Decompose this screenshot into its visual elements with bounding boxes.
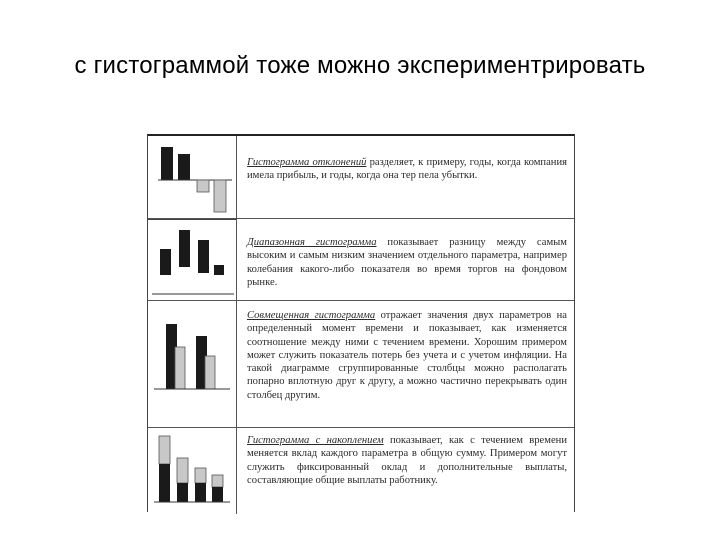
- description: показывает разницу между самым высоким и самым низким значением отдельного параметра, например колебания какого-либо показателя во время торгов на фондовом рынке.: [247, 237, 567, 288]
- chart-types-table: [147, 134, 575, 512]
- term: Диапазонная гистограмма: [247, 237, 377, 248]
- icon-cell: [148, 136, 237, 218]
- description: отражает значения двух параметров на определенный момент времени и показывает, как изменяется соотношение между ними с течением времени. Хорошим примером может служить показатель потерь без учета и с учетом инфляции. На такой диаграмме сгруппированные столбцы можно располагать попарно вплотную друг к другу, а можно частично перекрывать один столбец другим.: [247, 310, 567, 401]
- row-description: [247, 236, 567, 289]
- table-row: [148, 219, 574, 301]
- term: Гистограмма с накоплением: [247, 435, 384, 446]
- stacked-histogram-icon: [148, 428, 237, 514]
- deviation-histogram-icon: [148, 136, 237, 218]
- row-description: [247, 434, 567, 487]
- table-row: [148, 428, 574, 514]
- row-description: [247, 309, 567, 402]
- row-description: [247, 156, 567, 183]
- range-histogram-icon: [148, 220, 237, 301]
- description: показывает, как с течением времени меняется вклад каждого параметра в общую сумму. Примером могут служить фиксированный оклад и дополнительные выплаты, составляющие общие выплаты работнику.: [247, 435, 567, 486]
- slide-title: с гистограммой тоже можно экспериментрировать: [74, 52, 646, 79]
- icon-cell: [148, 219, 237, 300]
- icon-cell: [148, 301, 237, 427]
- combined-histogram-icon: [148, 301, 237, 427]
- icon-cell: [148, 428, 237, 514]
- table-row: [148, 136, 574, 219]
- description: разделяет, к примеру, годы, когда компания имела прибыль, и годы, когда она тер пела убытки.: [247, 157, 567, 182]
- term: Совмещенная гистограмма: [247, 310, 376, 321]
- term: Гистограмма отклонений: [247, 157, 367, 168]
- table-row: [148, 301, 574, 428]
